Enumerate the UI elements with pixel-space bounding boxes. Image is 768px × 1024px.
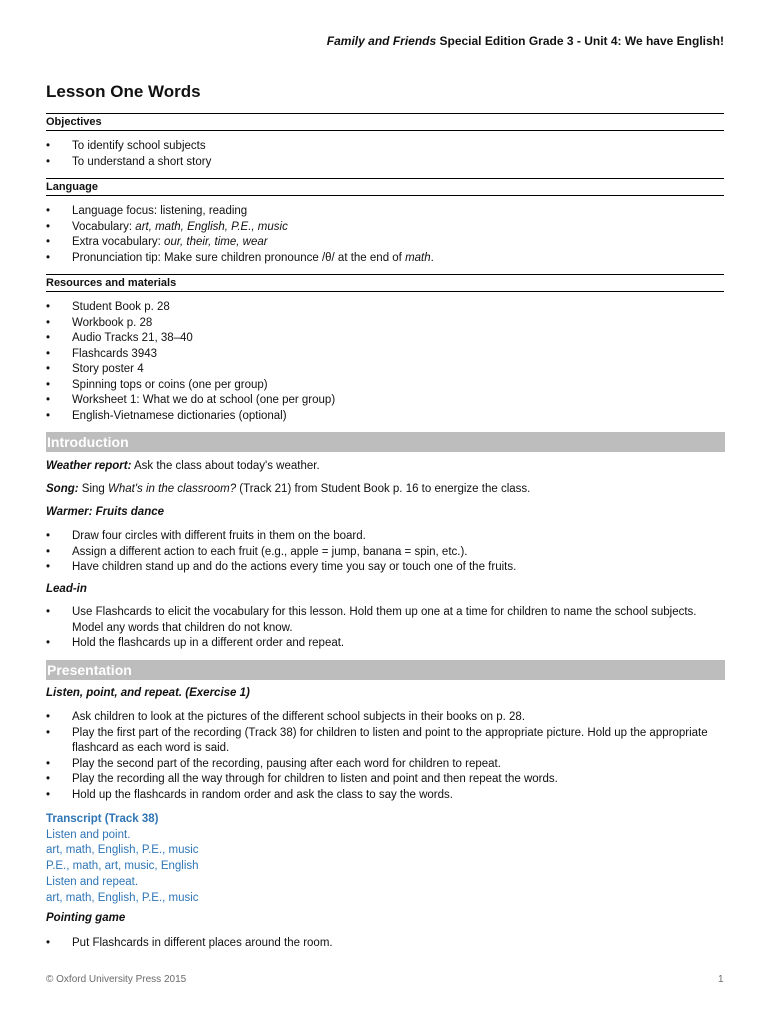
lead-in-list [46, 605, 724, 652]
pointing-game-list [46, 936, 724, 952]
list-item: • Flashcards 3943 [46, 347, 724, 363]
list-item: • Spinning tops or coins (one per group) [46, 378, 724, 394]
objectives-heading: Objectives [46, 113, 724, 131]
introduction-band: Introduction [46, 432, 725, 452]
list-item: • Assign a different action to each fruit (e.g., apple = jump, banana = spin, etc.). [46, 545, 724, 561]
song-paragraph: Song: Sing What's in the classroom? (Track 21) from Student Book p. 16 to energize the class. [46, 483, 531, 495]
warmer-list [46, 529, 724, 576]
list-item: • Workbook p. 28 [46, 316, 724, 332]
transcript-block [46, 812, 199, 906]
page-number: 1 [718, 974, 724, 985]
transcript-line: art, math, English, P.E., music [46, 844, 199, 857]
presentation-band: Presentation [46, 660, 725, 680]
lesson-title: Lesson One Words [46, 82, 201, 101]
transcript-title: Transcript (Track 38) [46, 813, 159, 825]
transcript-line: P.E., math, art, music, English [46, 860, 199, 873]
pointing-game-heading: Pointing game [46, 912, 126, 924]
list-item: • Student Book p. 28 [46, 300, 724, 316]
warmer-heading: Warmer: Fruits dance [46, 506, 165, 518]
list-item: • Story poster 4 [46, 362, 724, 378]
list-item: • Play the first part of the recording (Track 38) for children to listen and point to the appropriate picture. Hold up the appropriate flashcard as each word is said. [46, 726, 724, 757]
list-item: • Use Flashcards to elicit the vocabulary for this lesson. Hold them up one at a time for children to name the school subjects. Model any words that children do not know. [46, 605, 724, 636]
list-item: • Extra vocabulary: our, their, time, wear [46, 235, 724, 251]
language-heading: Language [46, 178, 724, 196]
objectives-list [46, 139, 724, 170]
page-header [327, 34, 724, 48]
list-item: • Language focus: listening, reading [46, 204, 724, 220]
list-item: • Hold the flashcards up in a different order and repeat. [46, 636, 724, 652]
list-item: • Put Flashcards in different places around the room. [46, 936, 724, 952]
copyright-footer: © Oxford University Press 2015 [46, 974, 187, 985]
list-item: • Hold up the flashcards in random order and ask the class to say the words. [46, 788, 724, 804]
list-item: • Worksheet 1: What we do at school (one per group) [46, 393, 724, 409]
resources-list [46, 300, 724, 424]
transcript-line: Listen and point. [46, 828, 131, 841]
list-item: • Pronunciation tip: Make sure children pronounce /θ/ at the end of math. [46, 251, 724, 267]
series-title: Family and Friends [326, 34, 437, 48]
weather-report-paragraph: Weather report: Ask the class about today's weather. [46, 460, 320, 472]
header-rest: Special Edition Grade 3 - Unit 4: We have English! [436, 34, 724, 48]
language-list [46, 204, 724, 266]
list-item: • To understand a short story [46, 155, 724, 171]
lead-in-heading: Lead-in [46, 583, 87, 595]
list-item: • Vocabulary: art, math, English, P.E., music [46, 220, 724, 236]
exercise-list [46, 710, 724, 803]
list-item: • Have children stand up and do the actions every time you say or touch one of the fruits. [46, 560, 724, 576]
transcript-line: Listen and repeat. [46, 875, 139, 888]
list-item: • To identify school subjects [46, 139, 724, 155]
list-item: • Ask children to look at the pictures of the different school subjects in their books on p. 28. [46, 710, 724, 726]
list-item: • Play the second part of the recording, pausing after each word for children to repeat. [46, 757, 724, 773]
list-item: • Play the recording all the way through for children to listen and point and then repeat the words. [46, 772, 724, 788]
list-item: • Audio Tracks 21, 38–40 [46, 331, 724, 347]
list-item: • English-Vietnamese dictionaries (optional) [46, 409, 724, 425]
transcript-line: art, math, English, P.E., music [46, 891, 199, 904]
list-item: • Draw four circles with different fruits in them on the board. [46, 529, 724, 545]
resources-heading: Resources and materials [46, 274, 724, 292]
exercise-heading: Listen, point, and repeat. (Exercise 1) [46, 687, 250, 699]
